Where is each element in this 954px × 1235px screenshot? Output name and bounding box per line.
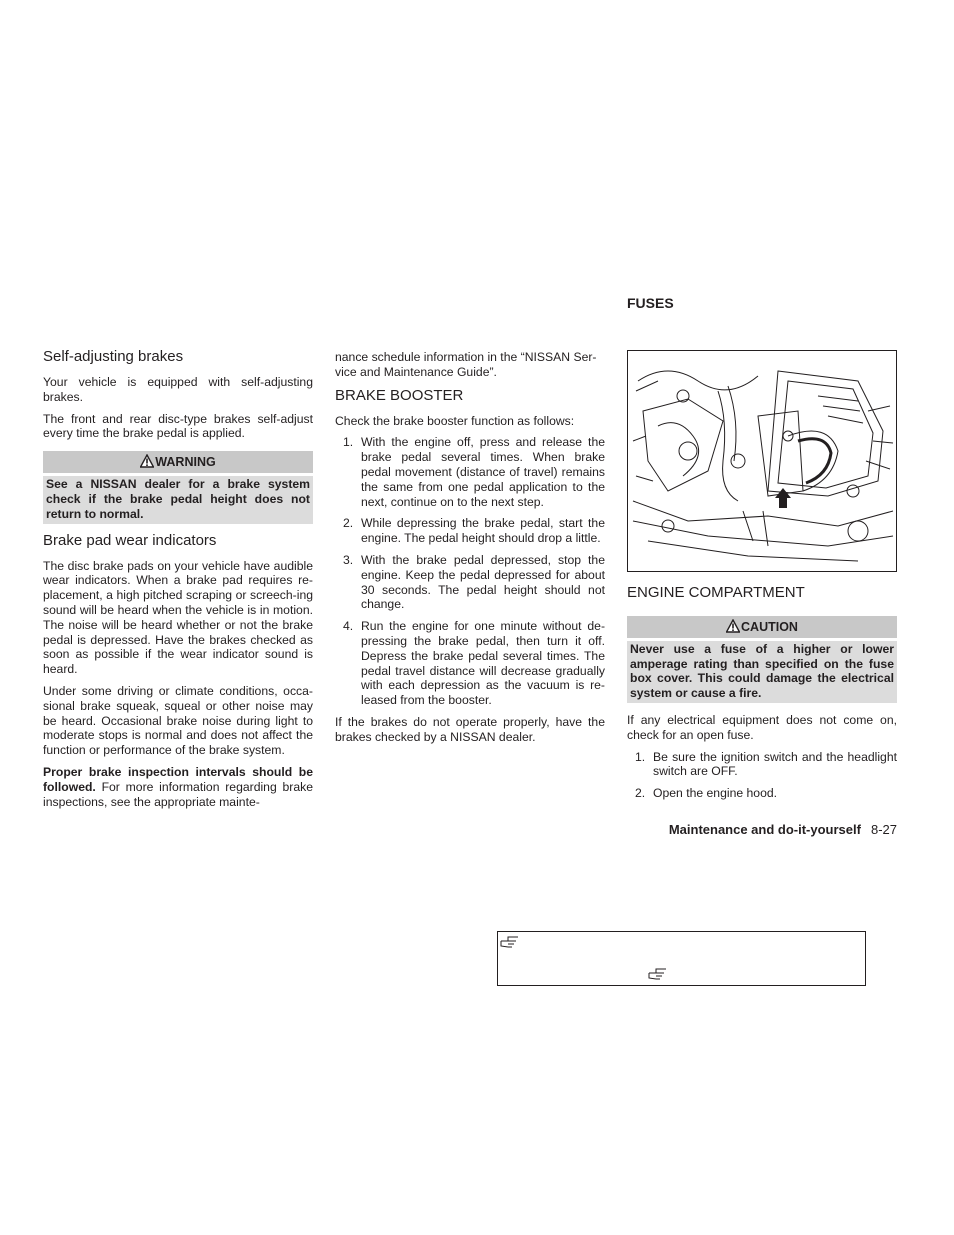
footer-section-title: Maintenance and do-it-yourself: [668, 822, 861, 837]
step-number: 3.: [343, 552, 354, 567]
note-box: [497, 931, 866, 986]
caution-box: [627, 616, 897, 703]
column-middle: [335, 350, 605, 752]
list-item: [627, 786, 897, 801]
step-number: 1.: [635, 749, 646, 764]
step-number: 2.: [343, 516, 354, 531]
step-number: 1.: [343, 435, 354, 450]
warning-triangle-icon: [140, 454, 154, 468]
caution-header: [627, 616, 897, 638]
paragraph-text: For more information regarding brake inspections, see the appropriate mainte-: [43, 779, 313, 809]
paragraph: Check the brake booster function as follows:: [335, 413, 575, 428]
paragraph: nance schedule information in the “NISSAN Ser-vice and Maintenance Guide”.: [335, 350, 597, 379]
step-text: With the engine off, press and release the brake pedal several times. When brake pedal movement (distance of travel) remains the same from one pedal application to the next, continue on to the next step.: [361, 435, 605, 509]
heading-brake-booster: BRAKE BOOSTER: [335, 386, 464, 404]
paragraph: Your vehicle is equipped with self-adjusting brakes.: [43, 375, 313, 404]
paragraph: The disc brake pads on your vehicle have audible wear indicators. When a brake pad requires re-placement, a high pitched scraping or screech-ing sound will be heard when the vehicle is in motion. The noise will be heard whether or not the brake pedal is depressed. Have the brakes checked as soon as possible if the wear indicator sound is heard.: [43, 558, 313, 677]
caution-triangle-icon: [726, 619, 740, 633]
column-right: [627, 296, 897, 808]
section-title-fuses: FUSES: [627, 295, 674, 311]
column-left: [43, 348, 313, 816]
paragraph: The front and rear disc-type brakes self-adjust every time the brake pedal is applied.: [43, 411, 313, 441]
paragraph: If the brakes do not operate properly, have the brakes checked by a NISSAN dealer.: [335, 714, 605, 744]
list-item: [335, 516, 605, 546]
pointing-hand-icon: [500, 934, 520, 948]
booster-steps-list: [335, 435, 605, 708]
bold-text: Proper brake inspection intervals should be followed.: [43, 764, 313, 794]
warning-box: [43, 451, 313, 523]
step-text: Open the engine hood.: [653, 786, 778, 801]
step-number: 4.: [343, 619, 354, 634]
paragraph: [43, 765, 313, 809]
paragraph: If any electrical equipment does not come on, check for an open fuse.: [627, 712, 897, 742]
heading-engine-compartment: ENGINE COMPARTMENT: [627, 583, 805, 601]
caution-label: CAUTION: [741, 619, 798, 634]
engine-illustration-icon: [628, 351, 896, 571]
step-number: 2.: [635, 786, 646, 801]
engine-fuse-box-illustration: [627, 350, 897, 572]
caution-text: Never use a fuse of a higher or lower amperage rating than specified on the fuse box cover. This could damage the electrical system or cause a fire.: [627, 641, 897, 703]
fuse-steps-list: [627, 750, 897, 801]
step-text: With the brake pedal depressed, stop the engine. Keep the pedal depressed for about 30 seconds. The pedal height should not change.: [361, 552, 605, 612]
pointing-hand-icon: [648, 966, 668, 980]
step-text: Be sure the ignition switch and the headlight switch are OFF.: [653, 749, 897, 779]
warning-header: [43, 451, 313, 473]
heading-self-adjusting-brakes: Self-adjusting brakes: [43, 348, 184, 365]
list-item: [627, 750, 897, 780]
heading-brake-pad-wear: Brake pad wear indicators: [43, 531, 217, 549]
page-number: 8-27: [870, 822, 897, 837]
page-footer: [669, 822, 897, 837]
list-item: [335, 619, 605, 708]
warning-text: See a NISSAN dealer for a brake system check if the brake pedal height does not return to normal.: [43, 476, 313, 523]
paragraph: Under some driving or climate conditions, occa-sional brake squeak, squeal or other noise may be heard. Occasional brake noise during light to moderate stops is normal and does not affect the function or performance of the brake system.: [43, 683, 313, 758]
list-item: [335, 435, 605, 509]
step-text: While depressing the brake pedal, start the engine. The pedal height should drop a little.: [361, 516, 605, 546]
list-item: [335, 553, 605, 612]
warning-label: WARNING: [155, 455, 216, 470]
step-text: Run the engine for one minute without de-pressing the brake pedal, then turn it off. Depress the brake pedal several times. The pedal travel distance will decrease gradually with each depression as the vacuum is re-leased from the booster.: [361, 619, 605, 708]
